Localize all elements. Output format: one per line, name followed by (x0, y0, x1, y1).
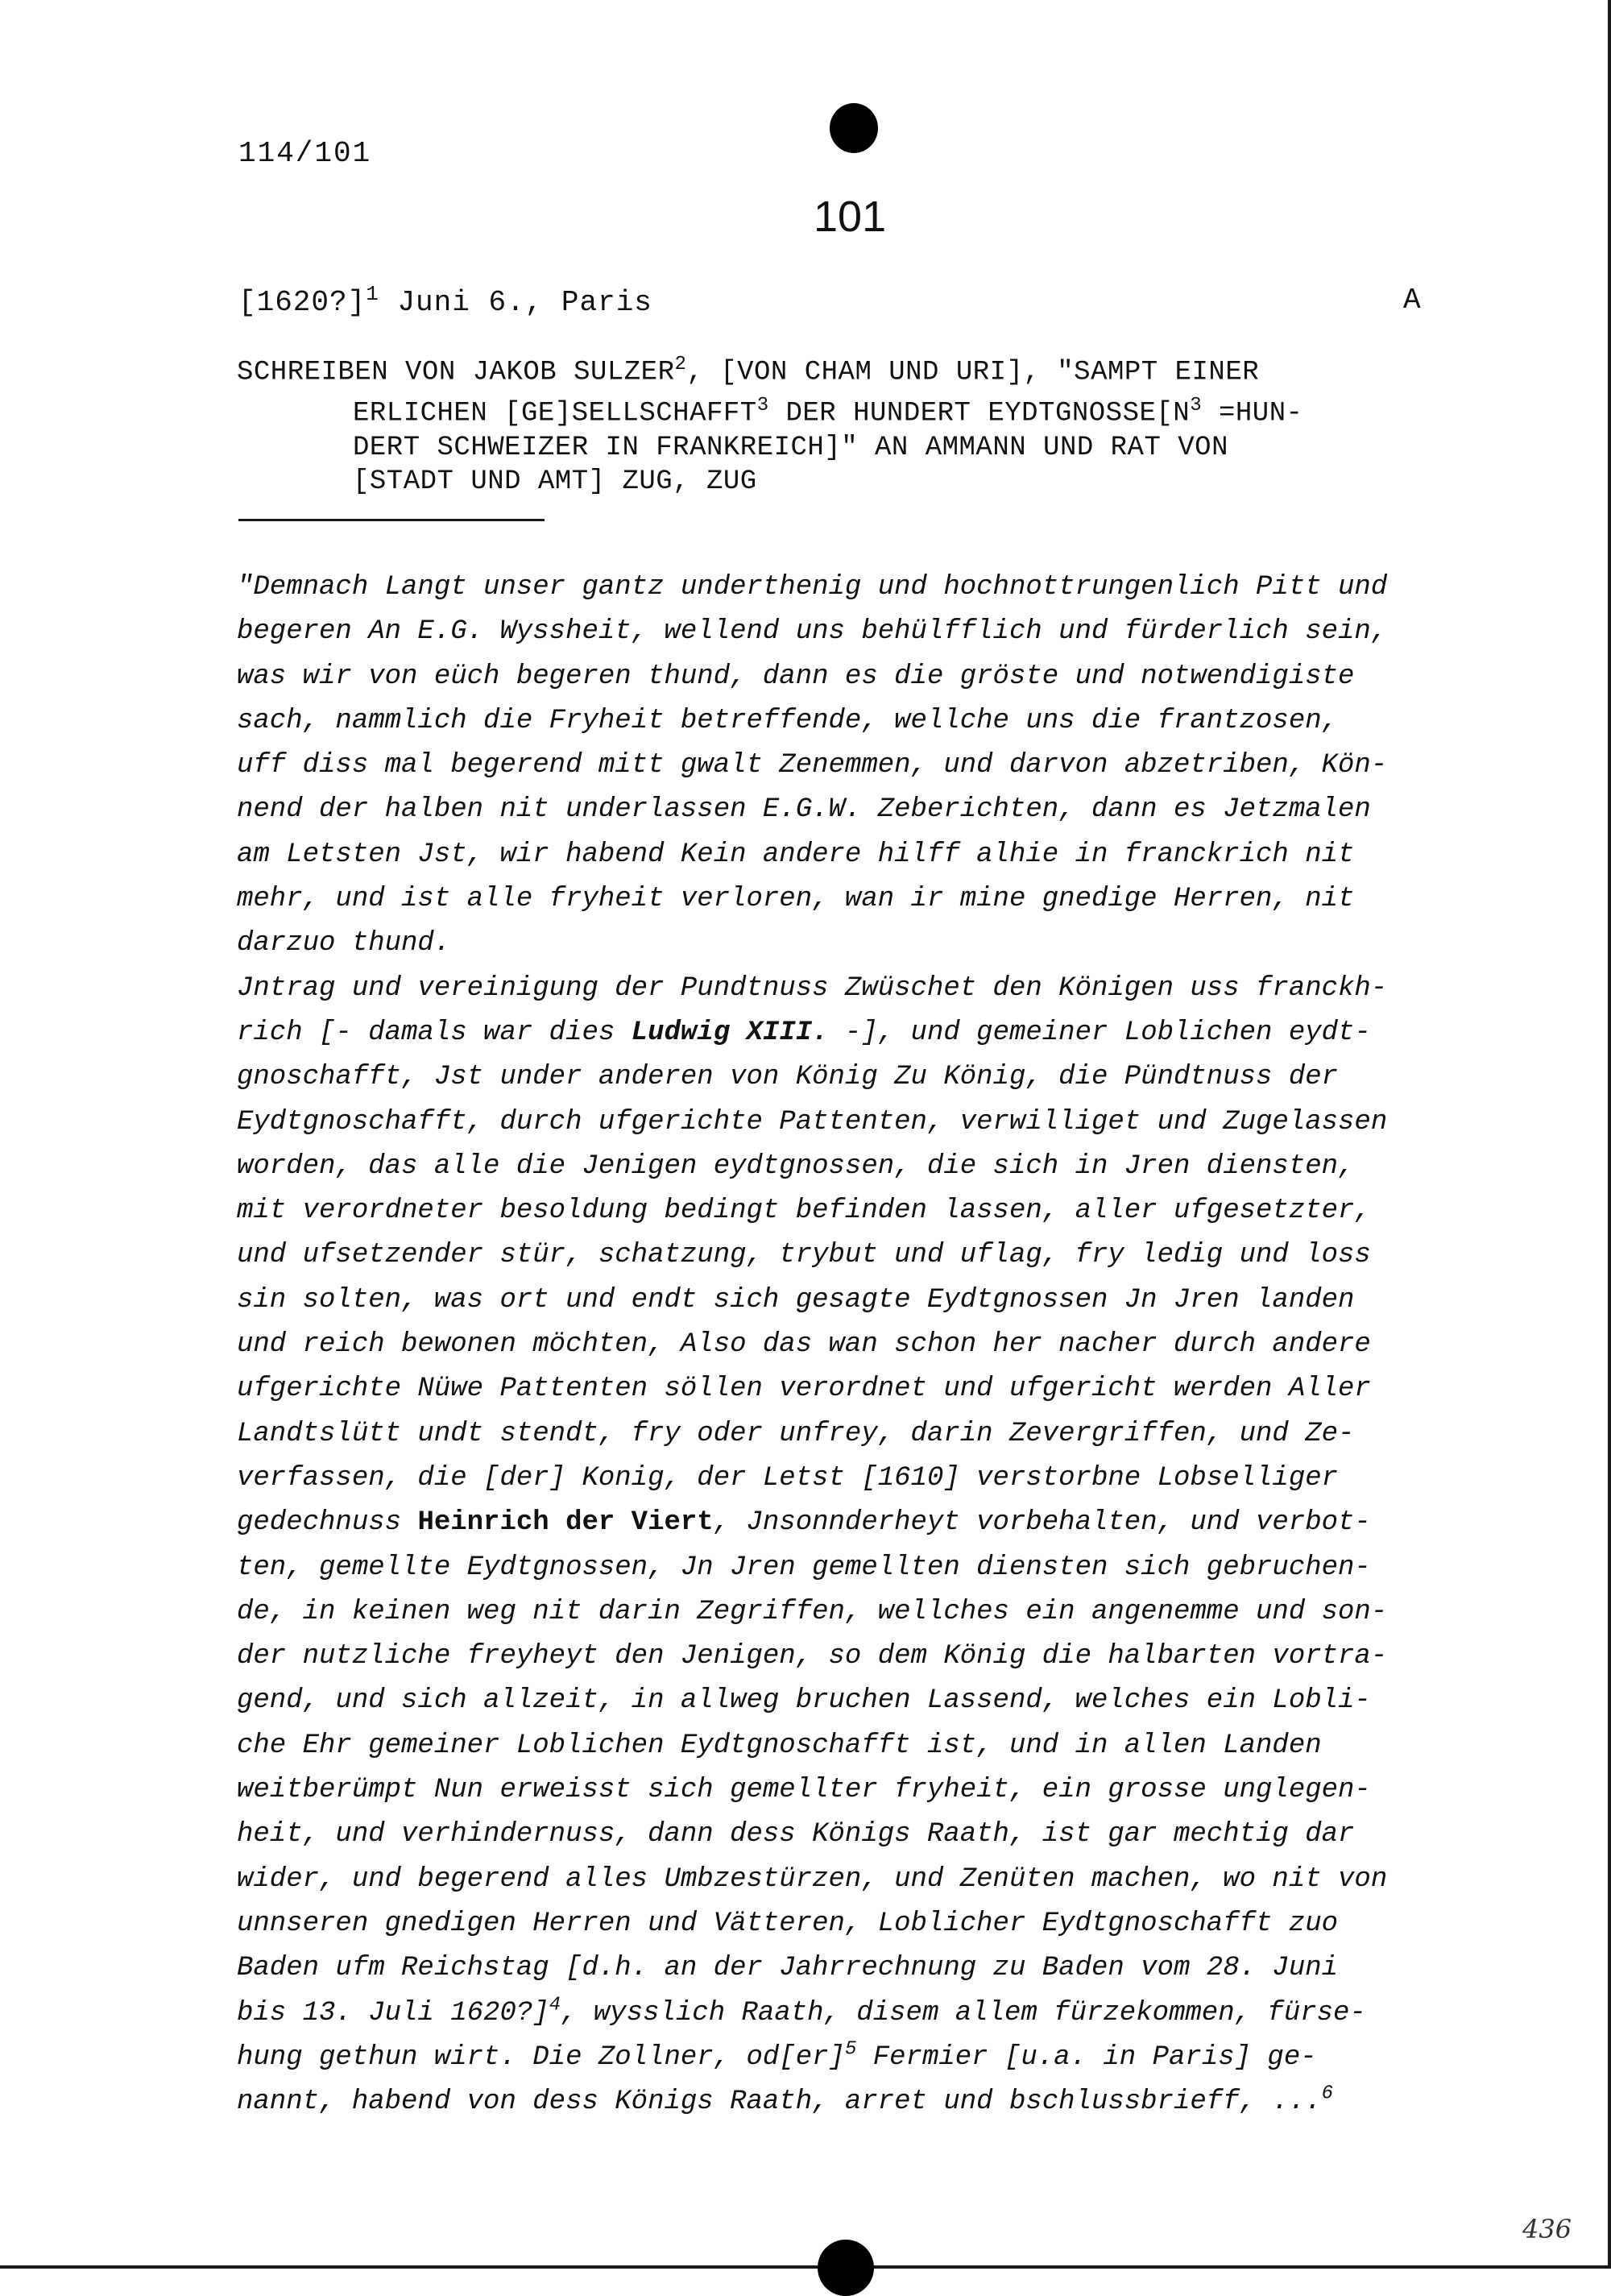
date-place: Juni 6., Paris (379, 286, 652, 319)
text-line: ten, gemellte Eydtgnossen, Jn Jren gemellten diensten sich gebruchen- (237, 1552, 1371, 1583)
text-line: "Demnach Langt unser gantz underthenig und hochnottrungenlich Pitt und (237, 572, 1388, 603)
text-line: ufgerichte Nüwe Pattenten söllen verordnet und ufgericht werden Aller (237, 1374, 1371, 1405)
text-line: der nutzliche freyheyt den Jenigen, so dem König die halbarten vortra- (237, 1641, 1388, 1672)
text-line: weitberümpt Nun erweisst sich gemellter fryheit, ein grosse unglegen- (237, 1775, 1371, 1806)
text-line: unnseren gnedigen Herren und Vätteren, Loblicher Eydtgnoschafft zuo (237, 1908, 1339, 1939)
date-line (238, 282, 652, 319)
punch-hole-top (830, 103, 878, 153)
text-line: gedechnuss Heinrich der Viert, Jnsonnderheyt vorbehalten, und verbot- (237, 1507, 1371, 1539)
text-line: was wir von eüch begeren thund, dann es die gröste und notwendigiste (237, 661, 1355, 692)
text-line: mit verordneter besoldung bedingt befinden lassen, aller ufgesetzter, (237, 1196, 1371, 1227)
text-line: heit, und verhindernuss, dann dess Königs Raath, ist gar mechtig dar (237, 1819, 1355, 1850)
text-line: und reich bewonen möchten, Also das wan schon her nacher durch andere (237, 1329, 1371, 1361)
person-name-heinrich: Heinrich der Viert (417, 1507, 714, 1539)
text-line: Eydtgnoschafft, durch ufgerichte Pattenten, verwilliget und Zugelassen (237, 1106, 1388, 1138)
date-prefix: [1620?] (238, 286, 367, 319)
page-edge-bottom (0, 2265, 1611, 2269)
footnote-ref: 4 (549, 1994, 561, 2016)
page-edge-right (1608, 0, 1611, 2269)
text-line: hung gethun wirt. Die Zollner, od[er]$^5$ Fermier [u.a. in Paris] ge- (237, 2038, 1317, 2073)
text-line: Jntrag und vereinigung der Pundtnuss Zwüschet den Königen uss franckh- (237, 972, 1388, 1004)
text-line: bis 13. Juli 1620?]$^4$, wysslich Raath, disem allem fürzekommen, fürse- (237, 1994, 1366, 2029)
text-line: Landtslütt undt stendt, fry oder unfrey, darin Zevergriffen, und Ze- (237, 1418, 1355, 1449)
footnote-ref: 2 (674, 354, 687, 375)
text-line: che Ehr gemeiner Loblichen Eydtgnoschafft ist, und in allen Landen (237, 1730, 1322, 1761)
text-line: worden, das alle die Jenigen eydtgnossen, die sich in Jren diensten, (237, 1150, 1355, 1182)
footnote-ref: 5 (844, 2038, 857, 2061)
reference-number: 114/101 (238, 137, 372, 170)
document-title (237, 348, 1469, 499)
title-line: [STADT UND AMT] ZUG, ZUG (353, 466, 757, 497)
text-line: verfassen, die [der] Konig, der Letst [1610] verstorbne Lobselliger (237, 1462, 1339, 1494)
text-line: mehr, und ist alle fryheit verloren, wan ir mine gnedige Herren, nit (237, 884, 1355, 915)
footnote-ref: 1 (366, 282, 379, 306)
text-line: wider, und begerend alles Umbzestürzen, und Zenüten machen, wo nit von (237, 1863, 1388, 1895)
document-number: 101 (814, 193, 887, 241)
punch-hole-bottom (818, 2240, 874, 2296)
text-line: sin solten, was ort und endt sich gesagte Eydtgnossen Jn Jren landen (237, 1284, 1355, 1316)
person-name-ludwig: Ludwig XIII. (631, 1017, 829, 1048)
footnote-ref: 3 (756, 395, 769, 417)
title-line: DERT SCHWEIZER IN FRANKREICH]" AN AMMANN UND RAT VON (353, 432, 1228, 463)
text-line: de, in keinen weg nit darin Zegriffen, wellches ein angenemme und son- (237, 1596, 1388, 1627)
separator-rule (238, 519, 545, 521)
text-line: rich [- damals war dies Ludwig XIII. -], und gemeiner Loblichen eydt- (237, 1017, 1371, 1048)
text-line: Baden ufm Reichstag [d.h. an der Jahrrechnung zu Baden vom 28. Juni (237, 1953, 1339, 1984)
footnote-ref: 3 (1190, 395, 1203, 417)
text-line: am Letsten Jst, wir habend Kein andere hilff alhie in franckrich nit (237, 839, 1355, 870)
transcription-body (237, 566, 1493, 2124)
text-line: nend der halben nit underlassen E.G.W. Zeberichten, dann es Jetzmalen (237, 794, 1371, 826)
text-line: darzuo thund. (237, 928, 451, 959)
text-line: nannt, habend von dess Königs Raath, arret und bschlussbrieff, ...$^6$ (237, 2083, 1334, 2118)
handwritten-folio-number: 436 (1522, 2214, 1572, 2244)
text-line: gnoschafft, Jst under anderen von König Zu König, die Pündtnuss der (237, 1062, 1339, 1093)
text-line: gend, und sich allzeit, in allweg bruchen Lassend, welches ein Lobli- (237, 1685, 1371, 1717)
title-line: SCHREIBEN VON JAKOB SULZER$^2$, [VON CHAM UND URI], "SAMPT EINER (237, 354, 1260, 388)
footnote-ref: 6 (1321, 2083, 1334, 2105)
text-line: uff diss mal begerend mitt gwalt Zenemmen, und darvon abzetriben, Kön- (237, 750, 1388, 781)
grade-letter: A (1403, 284, 1421, 317)
text-line: begeren An E.G. Wyssheit, wellend uns behülfflich und fürderlich sein, (237, 616, 1388, 648)
text-line: sach, nammlich die Fryheit betreffende, wellche uns die frantzosen, (237, 705, 1339, 736)
title-line: ERLICHEN [GE]SELLSCHAFFT$^3$ DER HUNDERT $EYDTGNOSSE[N^3 =HUN-$ (353, 395, 1303, 429)
text-line: und ufsetzender stür, schatzung, trybut und uflag, fry ledig und loss (237, 1240, 1371, 1271)
